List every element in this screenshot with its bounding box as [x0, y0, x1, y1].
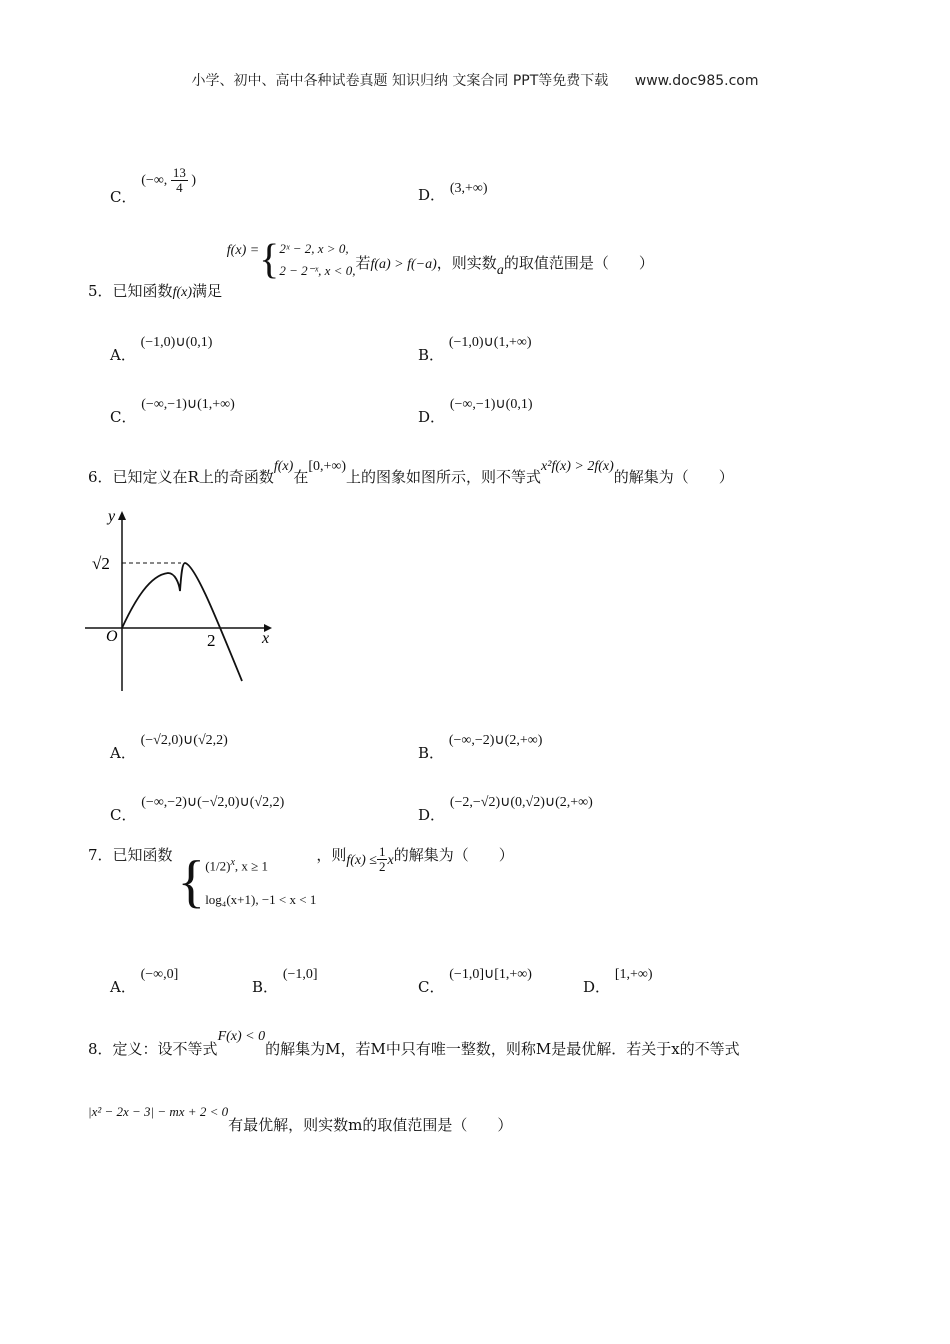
- graph-tick-2: 2: [207, 631, 216, 650]
- graph-x-label: x: [262, 630, 270, 647]
- q5-option-a: [110, 330, 213, 364]
- graph-tick-sqrt2: √2: [92, 554, 110, 573]
- q6-inequality: x²f(x) > 2f(x): [541, 459, 614, 474]
- q5-option-b-label: B．: [418, 346, 445, 364]
- q6-option-a-text: (−√2,0)∪(√2,2): [140, 733, 228, 748]
- q5-option-a-text: (−1,0)∪(0,1): [140, 335, 213, 350]
- q5-fx: f(x): [172, 285, 192, 300]
- q6-interval: [0,+∞): [308, 459, 347, 474]
- q7-option-c-label: C．: [418, 978, 445, 996]
- question-7: [88, 846, 514, 917]
- q7-option-c-text: (−1,0]∪[1,+∞): [449, 967, 532, 982]
- q6-stem-c: 在: [293, 468, 309, 486]
- question-8-line-2: [88, 1100, 513, 1134]
- q7-option-d-text: [1,+∞): [614, 967, 653, 982]
- q7-option-a-label: A．: [110, 978, 136, 996]
- q7-stem-a: 已知函数: [112, 845, 173, 864]
- q8-inequality: |x² − 2x − 3| − mx + 2 < 0: [88, 1104, 229, 1119]
- q6-option-d-label: D．: [418, 806, 446, 824]
- q5-stem-a: 已知函数: [112, 282, 173, 300]
- q6-option-b-text: (−∞,−2)∪(2,+∞): [448, 733, 543, 748]
- page-header: [0, 70, 950, 90]
- question-8: [88, 1024, 740, 1058]
- q5-option-d: [418, 392, 533, 426]
- q4-option-c: [110, 160, 196, 206]
- q7-option-c: [418, 962, 532, 996]
- q6-stem-a: 已知定义在: [112, 468, 188, 486]
- q6-set-r: R: [187, 468, 199, 486]
- header-url: www.doc985.com: [634, 73, 759, 89]
- q6-option-c-text: (−∞,−2)∪(−√2,0)∪(√2,2): [141, 795, 285, 810]
- q7-option-b-text: (−1,0]: [282, 967, 318, 982]
- q7-ineq-a: f(x) ≤: [346, 852, 377, 868]
- q5-option-a-label: A．: [110, 346, 136, 364]
- q6-option-c-label: C．: [110, 806, 137, 824]
- q8-Fx: F(x) < 0: [217, 1029, 266, 1044]
- q8-stem-c: 有最优解，则实数m的取值范围是（ ）: [228, 1116, 513, 1134]
- q5-condition: f(a) > f(−a): [370, 257, 437, 272]
- q6-option-a: [110, 728, 228, 762]
- q7-option-d-label: D．: [583, 978, 611, 996]
- q7-option-b-label: B．: [252, 978, 279, 996]
- q5-stem-b: 满足: [192, 282, 223, 300]
- q6-option-a-label: A．: [110, 744, 136, 762]
- q6-number: 6．: [88, 468, 113, 486]
- q5-brace: {: [259, 237, 280, 283]
- q5-case-2: 2 − 2⁻ˣ, x < 0,: [279, 263, 356, 278]
- q5-option-c: [110, 392, 235, 426]
- q6-stem-d: 上的图象如图所示，则不等式: [346, 468, 542, 486]
- q7-piecewise: [177, 846, 316, 917]
- q8-number: 8．: [88, 1040, 113, 1058]
- q5-stem-d: ，则实数: [436, 254, 497, 272]
- q6-fx: f(x): [273, 459, 294, 474]
- q4-option-d-text: (3,+∞): [449, 181, 488, 196]
- graph-y-label: y: [108, 508, 116, 525]
- q5-option-c-text: (−∞,−1)∪(1,+∞): [141, 397, 235, 412]
- q5-stem-e: 的取值范围是（ ）: [503, 254, 654, 272]
- q7-stem-c: 的解集为（ ）: [393, 845, 514, 864]
- q7-case-1: $(1/2)^x$, x ≥ 1: [205, 857, 269, 874]
- q7-option-a: [110, 962, 179, 996]
- question-5: [88, 237, 654, 300]
- q5-option-b-text: (−1,0)∪(1,+∞): [448, 335, 532, 350]
- q6-option-c: [110, 790, 285, 824]
- q5-stem-c: 若: [355, 254, 371, 272]
- q6-option-b: [418, 728, 543, 762]
- q7-option-b: [252, 962, 318, 996]
- q5-option-c-label: C．: [110, 408, 137, 426]
- q6-stem-e: 的解集为（ ）: [613, 468, 734, 486]
- q5-option-d-label: D．: [418, 408, 446, 426]
- y-axis-arrow: [118, 511, 126, 520]
- q7-ineq-b: x: [387, 852, 394, 868]
- q4-option-c-close: ): [191, 172, 196, 188]
- q5-var: a: [496, 263, 504, 278]
- q7-option-a-text: (−∞,0]: [140, 967, 179, 982]
- function-curve: [122, 563, 242, 681]
- q6-option-d-text: (−2,−√2)∪(0,√2)∪(2,+∞): [449, 795, 593, 810]
- q7-option-d: [583, 962, 653, 996]
- q6-function-graph: [80, 505, 280, 700]
- header-title: 小学、初中、高中各种试卷真题 知识归纳 文案合同 PPT等免费下载: [191, 73, 609, 89]
- q4-option-c-fraction: $\frac{13}{4}$: [172, 165, 186, 195]
- q6-option-d: [418, 790, 593, 824]
- q4-option-d: [418, 180, 488, 204]
- q5-piecewise: [227, 238, 356, 282]
- q5-number: 5．: [88, 282, 113, 300]
- q7-case-2: log₄(x+1), −1 < x < 1: [205, 892, 317, 908]
- q5-option-d-text: (−∞,−1)∪(0,1): [449, 397, 533, 412]
- graph-origin-label: O: [106, 628, 118, 645]
- q7-brace: {: [177, 848, 206, 914]
- q6-option-b-label: B．: [418, 744, 445, 762]
- q6-stem-b: 上的奇函数: [198, 468, 274, 486]
- q5-case-1: 2ˣ − 2, x > 0,: [279, 241, 349, 256]
- q5-def-lhs: f(x) =: [226, 243, 260, 258]
- q8-stem-b: 的解集为M，若M中只有唯一整数，则称M是最优解．若关于x的不等式: [265, 1040, 740, 1058]
- q7-half-fraction: $\frac{1}{2}$: [378, 844, 386, 875]
- q4-option-d-label: D．: [418, 186, 446, 204]
- q7-number: 7．: [88, 845, 113, 864]
- question-6: [88, 454, 734, 486]
- q7-stem-b: ，则: [316, 845, 347, 864]
- q4-option-c-label: C．: [110, 187, 137, 206]
- q8-stem-a: 定义：设不等式: [112, 1040, 218, 1058]
- q5-option-b: [418, 330, 532, 364]
- q4-option-c-open: (−∞,: [141, 172, 168, 188]
